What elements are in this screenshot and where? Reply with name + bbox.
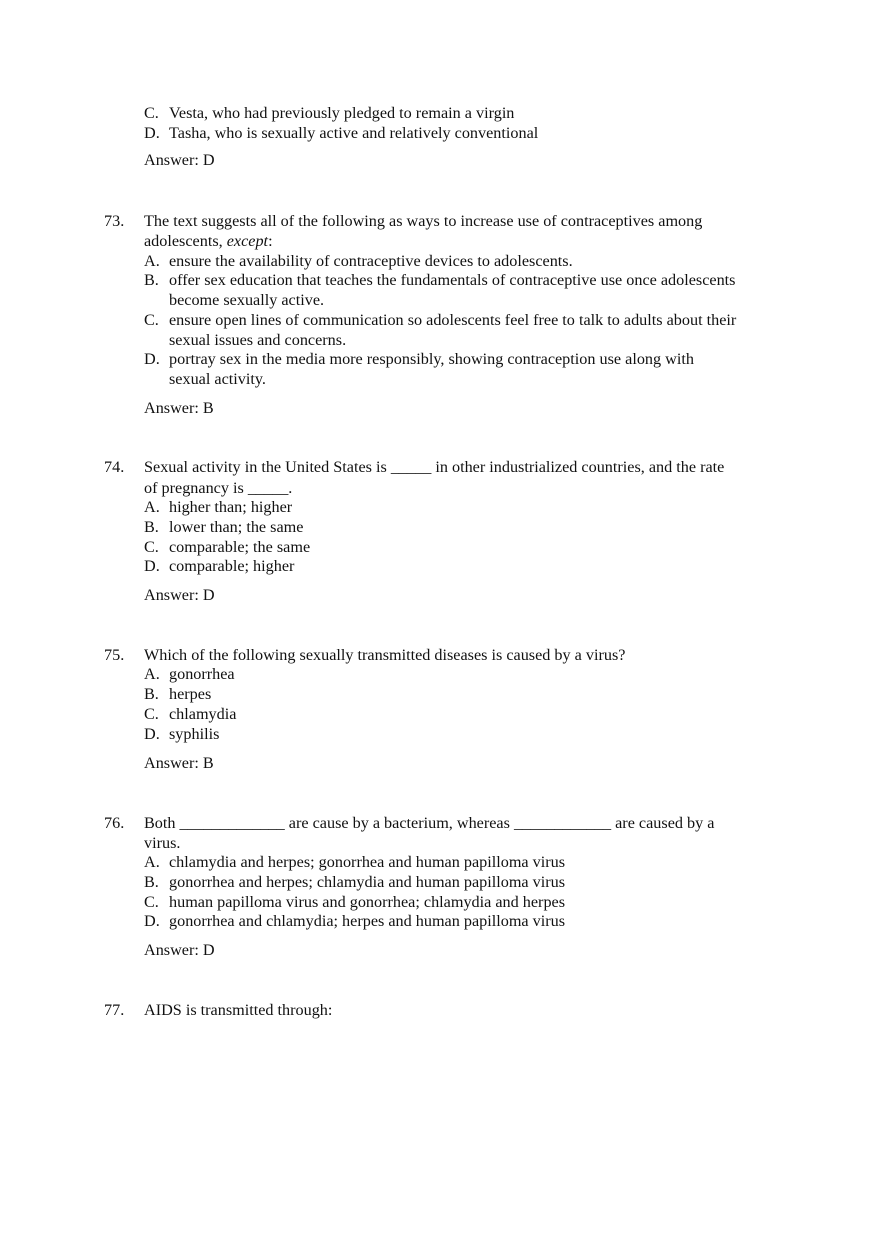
stem-text: :	[268, 232, 273, 250]
option-letter: A.	[144, 853, 160, 871]
option-letter: A.	[144, 498, 160, 516]
option-c	[144, 705, 236, 725]
option-d	[144, 912, 565, 932]
option-letter: D.	[144, 557, 160, 575]
option-d	[144, 557, 294, 577]
option-b	[144, 873, 565, 893]
option-text: Tasha, who is sexually active and relatively conventional	[169, 124, 539, 142]
option-text-cont: become sexually active.	[169, 291, 325, 309]
option-a	[144, 853, 565, 873]
question-number: 76.	[104, 814, 125, 832]
answer-value: D	[202, 151, 215, 169]
answer-line	[144, 399, 214, 419]
option-text: Vesta, who had previously pledged to remain a virgin	[169, 104, 515, 122]
option-letter: B.	[144, 518, 159, 536]
option-letter: D.	[144, 725, 160, 743]
option-d	[144, 350, 694, 370]
answer-value: B	[202, 754, 214, 772]
option-c	[144, 893, 565, 913]
answer-value: D	[202, 586, 215, 604]
option-letter: B.	[144, 685, 159, 703]
question-stem: Sexual activity in the United States is _____ in other industrialized countries, and the rate	[144, 458, 725, 476]
option-text: comparable; higher	[169, 557, 295, 575]
stem-text: adolescents,	[144, 232, 227, 250]
answer-label: Answer:	[144, 151, 199, 169]
answer-label: Answer:	[144, 941, 199, 959]
answer-value: B	[202, 399, 214, 417]
option-a	[144, 252, 573, 272]
option-text: higher than; higher	[169, 498, 293, 516]
option-b	[144, 518, 303, 538]
option-text: gonorrhea and herpes; chlamydia and human papilloma virus	[169, 873, 566, 891]
option-text: syphilis	[169, 725, 220, 743]
answer-line	[144, 151, 215, 171]
option-text: ensure the availability of contraceptive devices to adolescents.	[169, 252, 573, 270]
option-text-cont: sexual issues and concerns.	[169, 331, 347, 349]
stem-emphasis: except	[226, 232, 269, 250]
answer-value: D	[202, 941, 215, 959]
question-number: 75.	[104, 646, 125, 664]
answer-line	[144, 941, 215, 961]
option-letter: B.	[144, 271, 159, 289]
option-letter: A.	[144, 665, 160, 683]
option-text: comparable; the same	[169, 538, 311, 556]
option-letter: C.	[144, 893, 159, 911]
option-text: offer sex education that teaches the fundamentals of contraceptive use once adolescents	[169, 271, 736, 289]
question-stem: virus.	[144, 834, 181, 852]
option-text: herpes	[169, 685, 212, 703]
option-text: chlamydia	[169, 705, 237, 723]
option-letter: C.	[144, 705, 159, 723]
option-text: portray sex in the media more responsibly, showing contraception use along with	[169, 350, 694, 368]
question-stem: The text suggests all of the following as ways to increase use of contraceptives among	[144, 212, 703, 230]
answer-label: Answer:	[144, 754, 199, 772]
option-text: gonorrhea	[169, 665, 235, 683]
question-number: 74.	[104, 458, 125, 476]
question-stem: Which of the following sexually transmitted diseases is caused by a virus?	[144, 646, 626, 664]
option-c	[144, 104, 514, 124]
option-a	[144, 665, 235, 685]
question-stem: Both _____________ are cause by a bacterium, whereas ____________ are caused by a	[144, 814, 715, 832]
option-letter: B.	[144, 873, 159, 891]
option-a	[144, 498, 292, 518]
option-letter: A.	[144, 252, 160, 270]
option-letter: C.	[144, 538, 159, 556]
option-b	[144, 685, 211, 705]
option-text-cont: sexual activity.	[169, 370, 266, 388]
option-letter: C.	[144, 311, 159, 329]
answer-label: Answer:	[144, 399, 199, 417]
answer-label: Answer:	[144, 586, 199, 604]
question-stem: AIDS is transmitted through:	[144, 1001, 333, 1019]
option-text: lower than; the same	[169, 518, 304, 536]
question-stem: of pregnancy is _____.	[144, 479, 293, 497]
option-letter: D.	[144, 124, 160, 142]
option-c	[144, 538, 310, 558]
answer-line	[144, 754, 214, 774]
option-letter: D.	[144, 350, 160, 368]
option-letter: C.	[144, 104, 159, 122]
option-c	[144, 311, 736, 331]
question-stem	[144, 232, 273, 252]
option-d	[144, 725, 219, 745]
option-text: human papilloma virus and gonorrhea; chlamydia and herpes	[169, 893, 566, 911]
answer-line	[144, 586, 215, 606]
option-letter: D.	[144, 912, 160, 930]
question-number: 73.	[104, 212, 125, 230]
option-text: gonorrhea and chlamydia; herpes and human papilloma virus	[169, 912, 566, 930]
question-number: 77.	[104, 1001, 125, 1019]
option-b	[144, 271, 735, 291]
option-text: ensure open lines of communication so adolescents feel free to talk to adults about their	[169, 311, 737, 329]
option-d	[144, 124, 538, 144]
option-text: chlamydia and herpes; gonorrhea and human papilloma virus	[169, 853, 566, 871]
